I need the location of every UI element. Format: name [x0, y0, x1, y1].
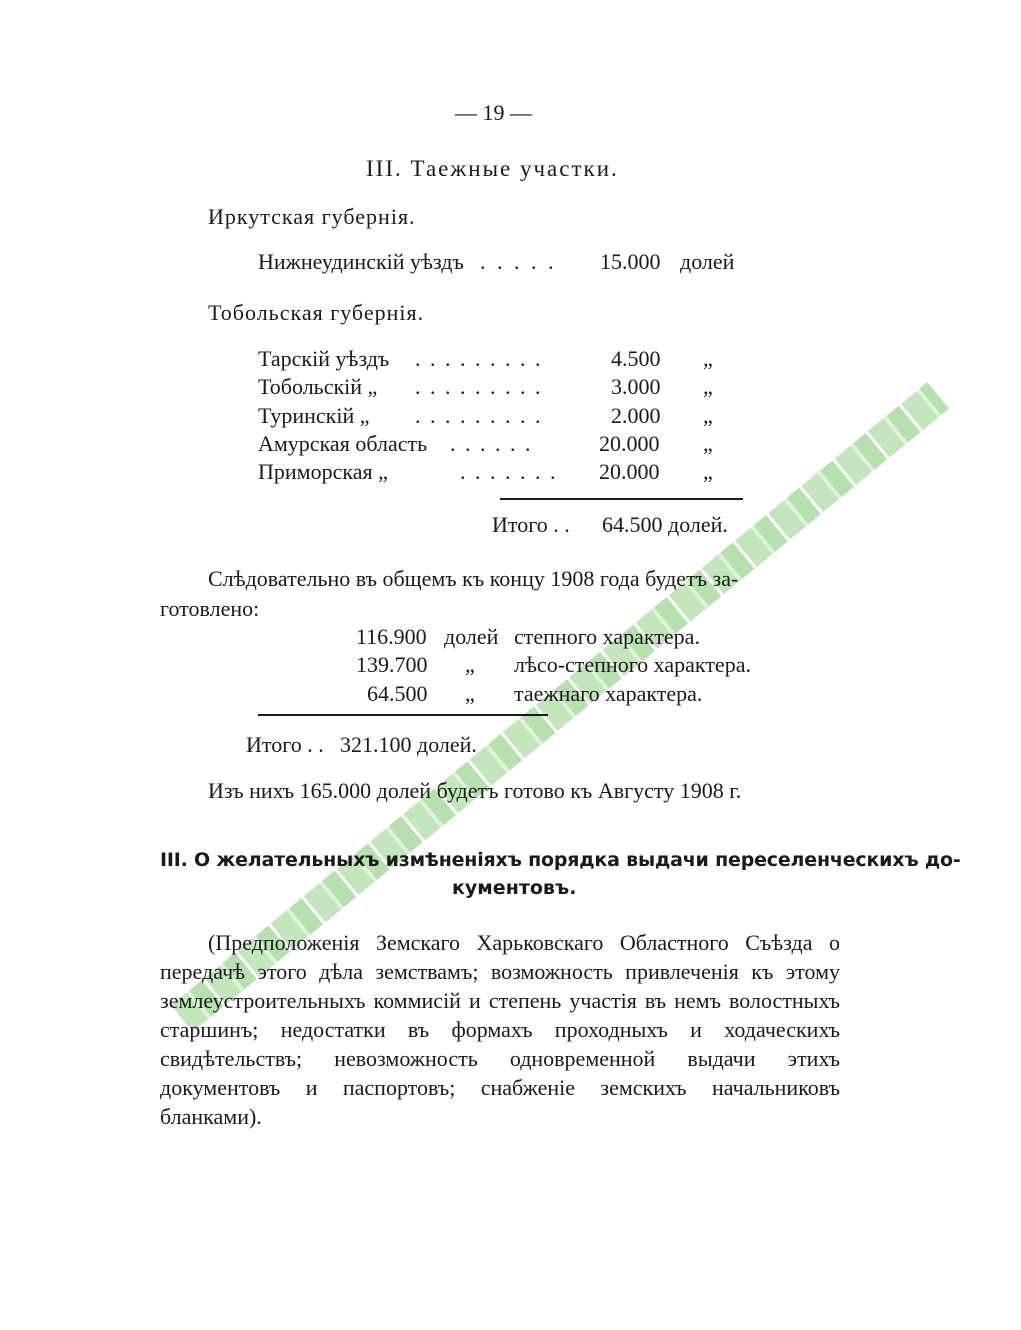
tobolsk-heading: Тобольская губернія. [208, 300, 425, 325]
total-label: Итого . . [492, 512, 570, 537]
district-value: 3.000 [611, 374, 661, 399]
district-name: Тарскій уѣздъ [258, 346, 390, 371]
ditto-mark: „ [703, 374, 713, 399]
leader-dots: . . . . . . . . . [415, 403, 543, 428]
summary-value: 116.900 [356, 624, 427, 649]
total-rule [500, 498, 743, 500]
district-name: Туринскій „ [258, 403, 370, 428]
leader-dots: . . . . . . [450, 431, 533, 456]
leader-dots: . . . . . . . [460, 459, 558, 484]
ditto-mark: „ [703, 431, 713, 456]
leader-dots: . . . . . . . . . [415, 346, 543, 371]
ditto-mark: „ [703, 346, 713, 371]
summary-value: 139.700 [356, 652, 428, 677]
total-value: 64.500 долей. [602, 512, 728, 537]
summary-row [0, 652, 1021, 680]
summary-row [0, 624, 1021, 652]
district-value: 15.000 [600, 249, 661, 274]
leader-dots: . . . . . . . . . [415, 374, 543, 399]
summary-desc: степного характера. [514, 624, 700, 649]
district-value: 20.000 [599, 459, 660, 484]
section-title: III. Таежные участки. [366, 156, 619, 181]
district-name: Нижнеудинскій уѣздъ [258, 249, 464, 274]
irkutsk-heading: Иркутская губернія. [208, 204, 416, 229]
summary-desc: таежнаго характера. [514, 681, 703, 706]
total-label: Итого . . [246, 732, 324, 757]
summary-unit: „ [465, 652, 475, 677]
summary-unit: долей [444, 624, 499, 649]
tobolsk-row [0, 346, 1021, 374]
district-value: 4.500 [611, 346, 661, 371]
leader-dots: . . . . . [480, 249, 557, 274]
ditto-mark: „ [703, 403, 713, 428]
tobolsk-row [0, 403, 1021, 431]
ditto-mark: „ [703, 459, 713, 484]
district-name: Тобольскій „ [258, 374, 378, 399]
summary-total [0, 732, 1021, 760]
section3-heading-line2: кументовъ. [452, 877, 577, 899]
irkutsk-row [0, 249, 1021, 277]
tobolsk-row [0, 459, 1021, 487]
page-number: — 19 — [455, 100, 532, 125]
summary-intro-line1: Слѣдовательно въ общемъ къ концу 1908 года будетъ за- [208, 566, 739, 591]
section3-paragraph: (Предположенія Земскаго Харьковскаго Областного Съѣзда о передачѣ этого дѣла земствамъ; возможность привлеченія къ этому землеустроительныхъ коммисій и степень участія въ немъ волостныхъ старшинъ; недостатки въ формахъ проходныхъ и ходаческихъ свидѣтельствъ; невозможность одновременной выдачи этихъ документовъ и паспортовъ; снабженіе земскихъ начальниковъ бланками). [160, 930, 840, 1129]
summary-desc: лѣсо-степного характера. [514, 652, 751, 677]
summary-value: 64.500 [367, 681, 428, 706]
summary-total-rule [258, 714, 548, 716]
summary-row [0, 681, 1021, 709]
district-name: Амурская область [258, 431, 428, 456]
tobolsk-total [0, 512, 1021, 540]
tobolsk-row [0, 374, 1021, 402]
total-value: 321.100 долей. [340, 732, 477, 757]
section3-heading-line1: III. О желательныхъ измѣненіяхъ порядка выдачи переселенческихъ до- [160, 849, 961, 871]
district-value: 2.000 [611, 403, 661, 428]
summary-unit: „ [465, 681, 475, 706]
district-unit: долей [680, 249, 735, 274]
ready-text: Изъ нихъ 165.000 долей будетъ готово къ Августу 1908 г. [208, 778, 742, 803]
district-name: Приморская „ [258, 459, 388, 484]
summary-intro-line2: готовлено: [160, 596, 260, 621]
tobolsk-row [0, 431, 1021, 459]
district-value: 20.000 [599, 431, 660, 456]
